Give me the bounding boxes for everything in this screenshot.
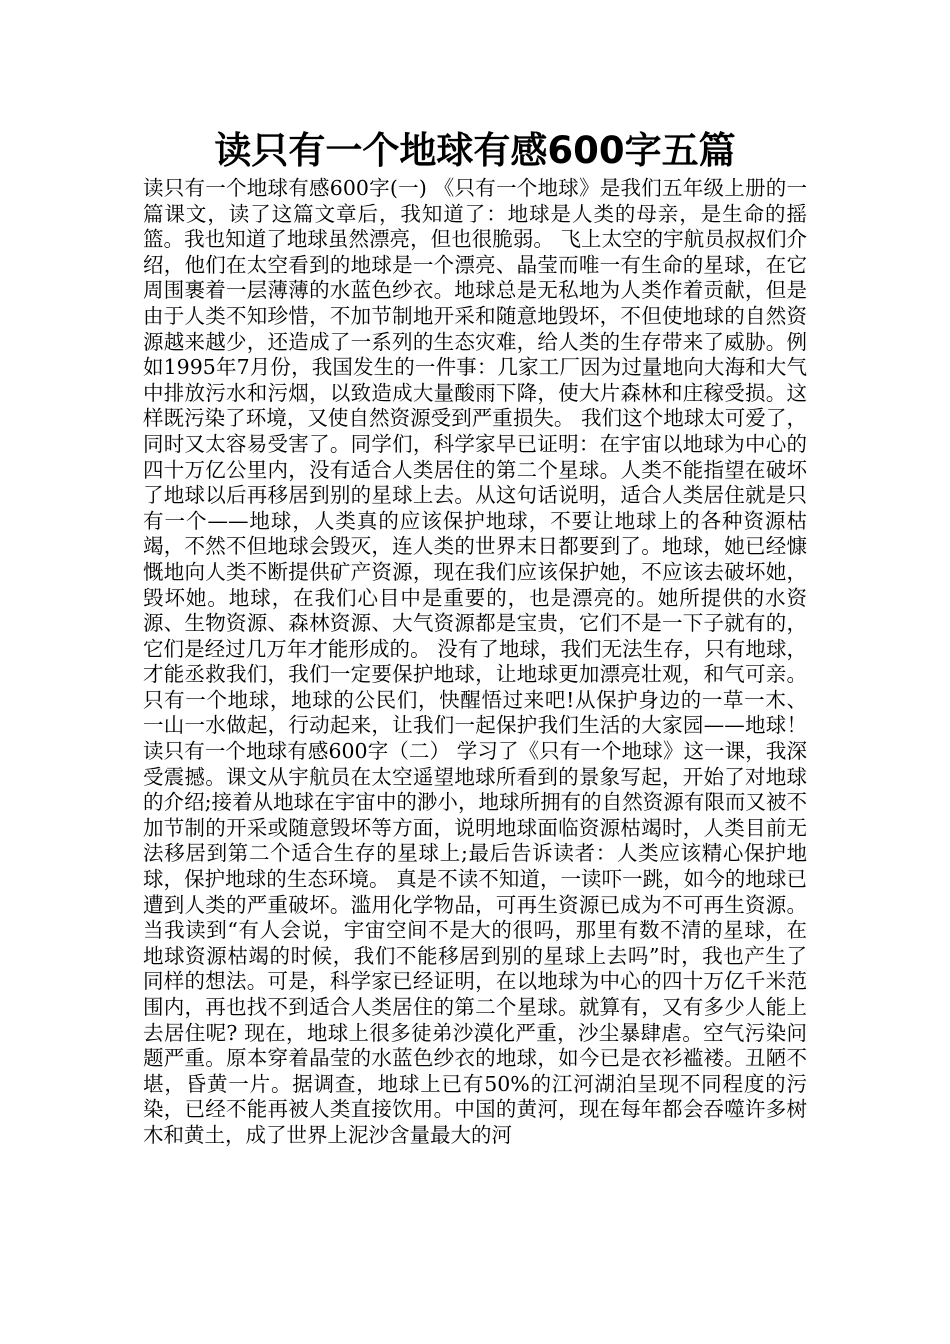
document-body: 读只有一个地球有感600字(一) 《只有一个地球》是我们五年级上册的一篇课文，读了这篇文章后，我知道了：地球是人类的母亲，是生命的摇篮。我也知道了地球虽然漂亮，但也很脆弱。 飞上太空的宇航员叔叔们介绍，他们在太空看到的地球是一个漂亮、晶莹而唯一有生命的星球，在它周围裹着一层薄薄的水蓝色纱衣。地球总是无私地为人类作着贡献，但是由于人类不知珍惜，不加节制地开采和随意地毁坏，不但使地球的自然资源越来越少，还造成了一系列的生态灾难，给人类的生存带来了威胁。例如1995年7月份，我国发生的一件事：几家工厂因为过量地向大海和大气中排放污水和污烟，以致造成大量酸雨下降，使大片森林和庄稼受损。这样既污染了环境，又使自然资源受到严重损失。 我们这个地球太可爱了，同时又太容易受害了。同学们，科学家早已证明：在宇宙以地球为中心的四十万亿公里内，没有适合人类居住的第二个星球。人类不能指望在破坏了地球以后再移居到别的星球上去。从这句话说明，适合人类居住就是只有一个——地球，人类真的应该保护地球，不要让地球上的各种资源枯竭，不然不但地球会毁灭，连人类的世界末日都要到了。地球，她已经慷慨地向人类不断提供矿产资源，现在我们应该保护她，不应该去破坏她，毁坏她。地球，在我们心目中是重要的，也是漂亮的。她所提供的水资源、生物资源、森林资源、大气资源都是宝贵，它们不是一下子就有的，它们是经过几万年才能形成的。 没有了地球，我们无法生存，只有地球，才能丞救我们，我们一定要保护地球，让地球更加漂亮壮观，和气可亲。 只有一个地球，地球的公民们，快醒悟过来吧!从保护身边的一草一木、一山一水做起，行动起来，让我们一起保护我们生活的大家园——地球！ 读只有一个地球有感600字（二） 学习了《只有一个地球》这一课，我深受震撼。课文从宇航员在太空遥望地球所看到的景象写起，开始了对地球的介绍;接着从地球在宇宙中的渺小，地球所拥有的自然资源有限而又被不加节制的开采或随意毁坏等方面，说明地球面临资源枯竭时，人类目前无法移居到第二个适合生存的星球上;最后告诉读者：人类应该精心保护地球，保护地球的生态环境。 真是不读不知道，一读吓一跳，如今的地球已遭到人类的严重破坏。滥用化学物品，可再生资源已成为不可再生资源。 当我读到“有人会说，宇宙空间不是大的很吗，那里有数不清的星球，在地球资源枯竭的时候，我们不能移居到别的星球上去吗”时，我也产生了同样的想法。可是，科学家已经证明，在以地球为中心的四十万亿千米范围内，再也找不到适合人类居住的第二个星球。就算有，又有多少人能上去居住呢? 现在，地球上很多徒弟沙漠化严重，沙尘暴肆虐。空气污染问题严重。原本穿着晶莹的水蓝色纱衣的地球，如今已是衣衫褴褛。丑陋不堪，昏黄一片。据调查，地球上已有50%的江河湖泊呈现不同程度的污染，已经不能再被人类直接饮用。中国的黄河，现在每年都会吞噬许多树木和黄土，成了世界上泥沙含量最大的河 [143, 176, 807, 1147]
document-title: 读只有一个地球有感600字五篇 [214, 129, 736, 172]
